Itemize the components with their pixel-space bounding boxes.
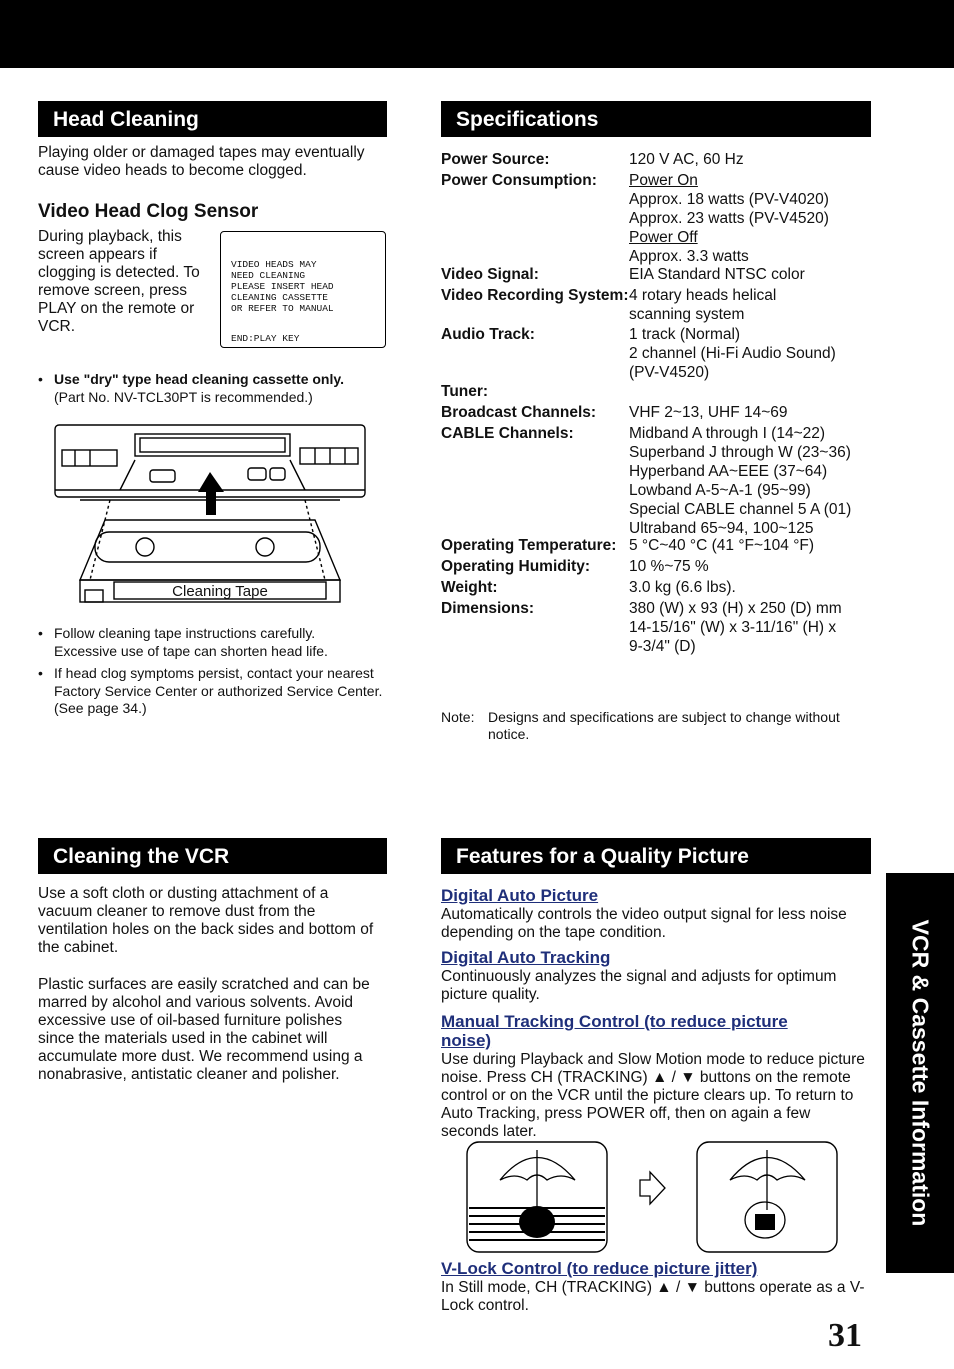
- spec-value-line: Power Off: [629, 229, 698, 246]
- manual-tracking-title: Manual Tracking Control (to reduce picture noise): [441, 1012, 788, 1050]
- spec-value-line: 3.0 kg (6.6 lbs).: [629, 579, 736, 596]
- spec-label: Video Recording System:: [441, 287, 629, 304]
- spec-value-line: VHF 2~13, UHF 14~69: [629, 404, 788, 421]
- clog-warning-screen: [220, 231, 386, 348]
- spec-value-line: Special CABLE channel 5 A (01): [629, 501, 852, 518]
- spec-value-line: Approx. 18 watts (PV-V4020): [629, 191, 829, 208]
- spec-value-line: Ultraband 65~94, 100~125: [629, 520, 814, 537]
- digital-auto-tracking-title: Digital Auto Tracking: [441, 948, 611, 967]
- digital-auto-tracking-text: Continuously analyzes the signal and adjusts for optimum picture quality.: [441, 968, 837, 1003]
- spec-value-line: Midband A through I (14~22): [629, 425, 826, 442]
- spec-label: Operating Humidity:: [441, 558, 590, 575]
- spec-label: Power Consumption:: [441, 172, 597, 189]
- spec-value-line: (PV-V4520): [629, 364, 710, 381]
- spec-note: Note: Designs and specifications are subject to change without notice.: [441, 709, 840, 742]
- spec-label: Operating Temperature:: [441, 537, 617, 554]
- spec-label: Weight:: [441, 579, 498, 596]
- screen-line: NEED CLEANING: [231, 270, 306, 281]
- spec-label: Power Source:: [441, 151, 550, 168]
- spec-value-line: Approx. 3.3 watts: [629, 248, 749, 265]
- clog-sensor-title: Video Head Clog Sensor: [38, 201, 259, 222]
- spec-value-line: 14-15/16" (W) x 3-11/16" (H) x: [629, 619, 837, 636]
- spec-value: [629, 171, 899, 266]
- head-cleaning-intro: Playing older or damaged tapes may eventually cause video heads to become clogged.: [38, 144, 365, 179]
- spec-value-line: 4 rotary heads helical: [629, 287, 777, 304]
- spec-value-line: scanning system: [629, 306, 745, 323]
- spec-value-line: EIA Standard NTSC color: [629, 266, 805, 283]
- spec-value: [629, 265, 899, 284]
- specifications-heading: Specifications: [441, 101, 871, 137]
- features-heading: Features for a Quality Picture: [441, 838, 871, 874]
- spec-label: CABLE Channels:: [441, 425, 574, 442]
- spec-value-line: 380 (W) x 93 (H) x 250 (D) mm: [629, 600, 842, 617]
- dry-cassette-note: • Use "dry" type head cleaning cassette only. (Part No. NV-TCL30PT is recommended.): [38, 371, 345, 405]
- clog-sensor-text: During playback, this screen appears if clogging is detected. To remove screen, press PLAY on the remote or VCR.: [38, 228, 200, 335]
- spec-value: [629, 325, 899, 382]
- spec-value-line: 10 %~75 %: [629, 558, 709, 575]
- spec-value: [629, 150, 899, 169]
- top-black-bar: [0, 0, 954, 68]
- spec-value-line: Hyperband AA~EEE (37~64): [629, 463, 828, 480]
- spec-value: [629, 557, 899, 576]
- vlock-text: In Still mode, CH (TRACKING) ▲ / ▼ buttons operate as a V-Lock control.: [441, 1279, 865, 1314]
- spec-value: [629, 403, 899, 422]
- spec-label: Tuner:: [441, 383, 489, 400]
- bullet-head-clog-symptoms: • If head clog symptoms persist, contact your nearest Factory Service Center or authorized Service Center. (See page 34.): [38, 665, 383, 716]
- screen-line: OR REFER TO MANUAL: [231, 303, 334, 314]
- spec-value: [629, 536, 899, 555]
- cleaning-tape-label: Cleaning Tape: [172, 583, 268, 600]
- spec-value: [629, 424, 899, 538]
- head-cleaning-heading: Head Cleaning: [38, 101, 387, 137]
- spec-label: Video Signal:: [441, 266, 539, 283]
- spec-label: Audio Track:: [441, 326, 535, 343]
- spec-value-line: 5 °C~40 °C (41 °F~104 °F): [629, 537, 815, 554]
- vlock-title: V-Lock Control (to reduce picture jitter): [441, 1259, 758, 1278]
- spec-value-line: 120 V AC, 60 Hz: [629, 151, 744, 168]
- screen-line: VIDEO HEADS MAY: [231, 259, 317, 270]
- screen-line: CLEANING CASSETTE: [231, 292, 328, 303]
- page-number: 31: [828, 1317, 862, 1354]
- screen-line: PLEASE INSERT HEAD: [231, 281, 334, 292]
- spec-value: [629, 578, 899, 597]
- spec-label: Dimensions:: [441, 600, 535, 617]
- spec-value-line: 9-3/4" (D): [629, 638, 696, 655]
- spec-value-line: Lowband A-5~A-1 (95~99): [629, 482, 811, 499]
- cleaning-vcr-para1: Use a soft cloth or dusting attachment of a vacuum cleaner to remove dust from the ventilation holes on the back sides and bottom of the cabinet.: [38, 885, 374, 956]
- spec-value: [629, 599, 899, 656]
- digital-auto-picture-title: Digital Auto Picture: [441, 886, 599, 905]
- spec-value: [629, 286, 899, 324]
- digital-auto-picture-text: Automatically controls the video output signal for less noise depending on the tape condition.: [441, 906, 847, 941]
- manual-tracking-text: Use during Playback and Slow Motion mode to reduce picture noise. Press CH (TRACKING) ▲ / ▼ buttons on the remote control or on the VCR until the picture clears up. To return to Auto Tracking, press POWER off, then on again a few seconds later.: [441, 1051, 865, 1140]
- cleaning-vcr-para2: Plastic surfaces are easily scratched and can be marred by alcohol and various solvents. Avoid excessive use of oil-based furniture polishes since the materials used in the cabinet will accumulate more dust. We recommend using a nonabrasive, antistatic cleaner and polisher.: [38, 976, 370, 1083]
- spec-value-line: Superband J through W (23~36): [629, 444, 851, 461]
- vcr-cleaning-illustration: [50, 420, 370, 610]
- spec-value-line: Approx. 23 watts (PV-V4520): [629, 210, 829, 227]
- cleaning-vcr-heading: Cleaning the VCR: [38, 838, 387, 874]
- screen-footer: END:PLAY KEY: [231, 333, 300, 344]
- section-side-tab: VCR & Cassette Information: [886, 873, 954, 1273]
- bullet-follow-instructions: • Follow cleaning tape instructions carefully. Excessive use of tape can shorten head life.: [38, 625, 328, 659]
- picture-noise-illustration: [465, 1140, 845, 1258]
- spec-value-line: 1 track (Normal): [629, 326, 741, 343]
- screen-message: [231, 259, 334, 314]
- spec-value-line: Power On: [629, 172, 698, 189]
- spec-value-line: 2 channel (Hi-Fi Audio Sound): [629, 345, 836, 362]
- spec-label: Broadcast Channels:: [441, 404, 597, 421]
